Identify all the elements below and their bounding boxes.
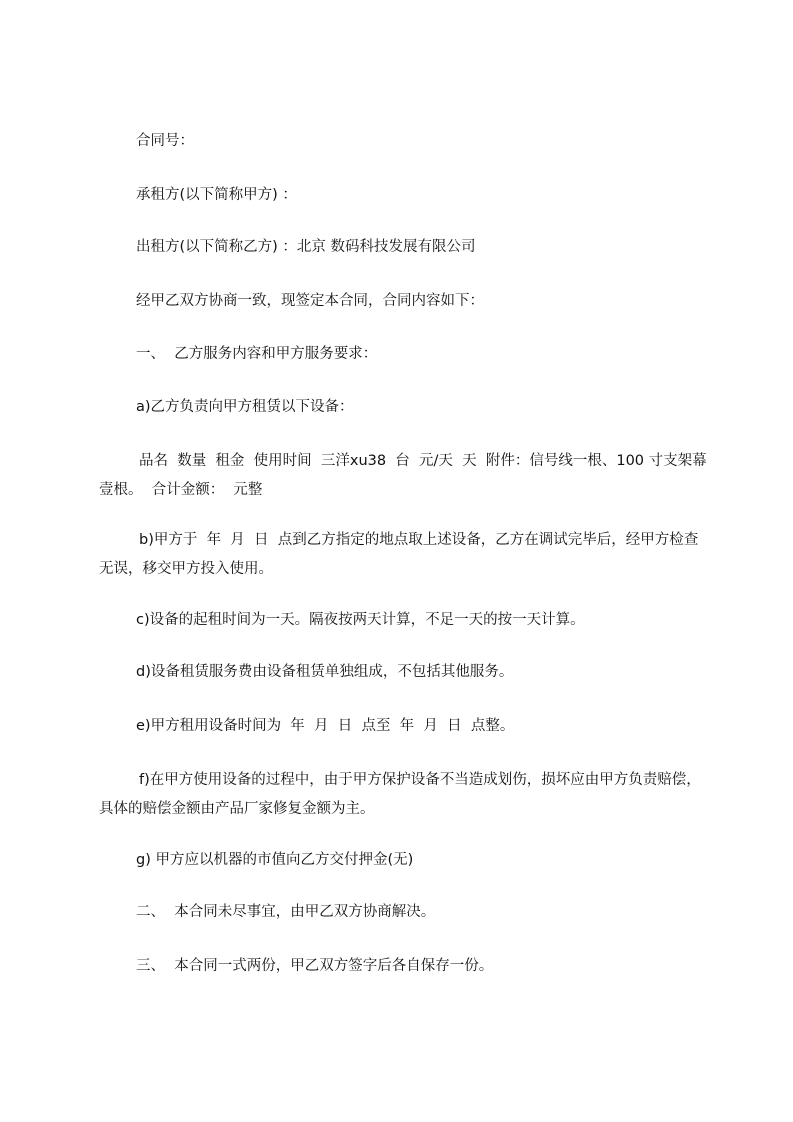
preamble-paragraph: 经甲乙双方协商一致，现签定本合同，合同内容如下： [136,293,484,309]
clause-e: e)甲方租用设备时间为 年 月 日 点至 年 月 日 点整。 [136,718,515,734]
clause-c: c)设备的起租时间为一天。隔夜按两天计算，不足一天的按一天计算。 [136,612,585,628]
section-three-paragraph: 三、 本合同一式两份，甲乙双方签字后各自保存一份。 [136,958,494,974]
clause-f: f)在甲方使用设备的过程中，由于甲方保护设备不当造成划伤，损坏应由甲方负责赔偿，具体的赔偿金额由产品厂家修复金额为主。 [99,772,701,817]
clause-d: d)设备租赁服务费由设备租赁单独组成，不包括其他服务。 [136,664,514,680]
clause-a: a)乙方负责向甲方租赁以下设备： [136,399,354,415]
contract-number-line: 合同号： [136,133,194,149]
clause-b: b)甲方于 年 月 日 点到乙方指定的地点取上述设备，乙方在调试完毕后，经甲方检查无误，移交甲方投入使用。 [99,532,699,577]
equipment-list-paragraph: 品名 数量 租金 使用时间 三洋xu38 台 元/天 天 附件：信号线一根、100 寸支架幕壹根。 合计金额： 元整 [99,453,707,498]
lessor-line: 出租方(以下简称乙方) ：北京 数码科技发展有限公司 [136,239,476,255]
lessee-line: 承租方(以下简称甲方) ： [136,187,297,203]
section-one-heading: 一、 乙方服务内容和甲方服务要求： [136,346,378,362]
section-two-paragraph: 二、 本合同未尽事宜，由甲乙双方协商解决。 [136,904,436,920]
clause-g: g) 甲方应以机器的市值向乙方交付押金(无) [136,852,414,868]
